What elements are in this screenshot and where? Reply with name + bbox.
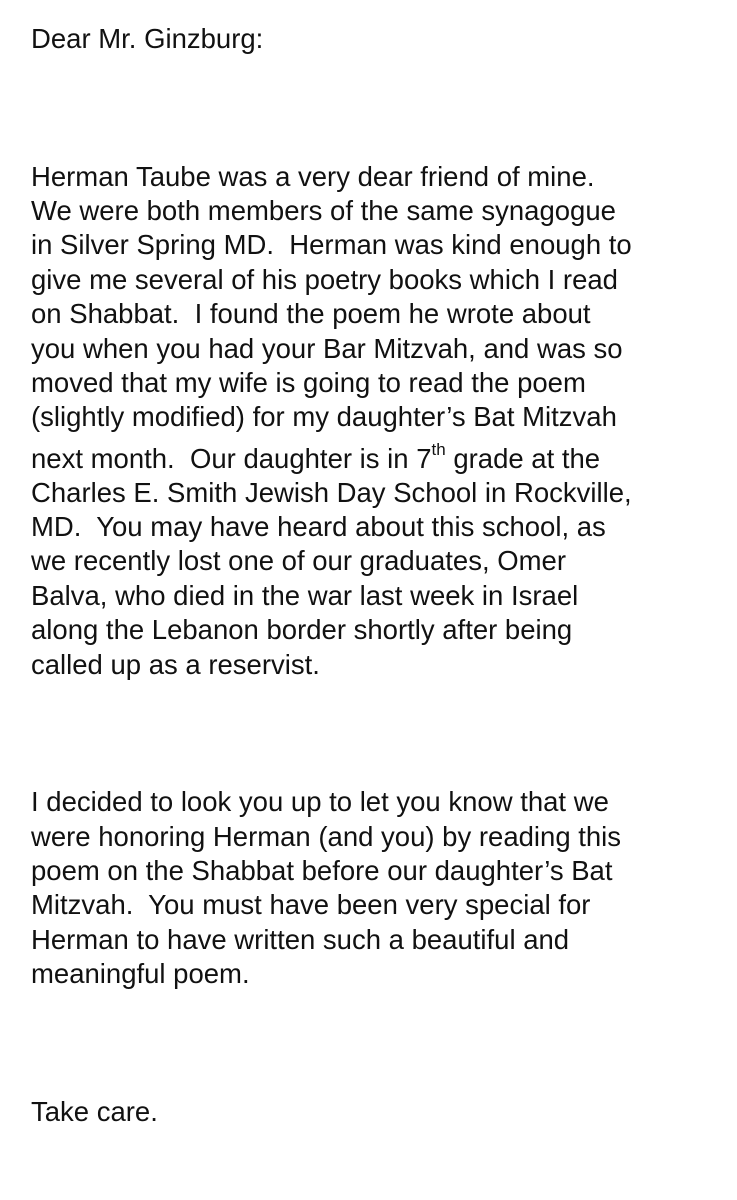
blank-line	[31, 682, 721, 716]
salutation: Dear Mr. Ginzburg:	[31, 23, 264, 54]
paragraph-1-line: Herman Taube was a very dear friend of mine.	[31, 160, 595, 192]
paragraph-2-line: poem on the Shabbat before our daughter’s Bat	[31, 854, 613, 886]
blank-line	[31, 716, 721, 750]
paragraph-1-line: you when you had your Bar Mitzvah, and was so	[31, 332, 623, 364]
grade-line	[31, 435, 721, 476]
blank-line	[31, 125, 721, 159]
paragraph-2-line: I decided to look you up to let you know that we	[31, 786, 609, 818]
paragraph-1-line: Balva, who died in the war last week in Israel	[31, 579, 579, 611]
paragraph-1-line: MD. You may have heard about this school, as	[31, 511, 606, 543]
paragraph-1-line: along the Lebanon border shortly after being	[31, 614, 573, 646]
paragraph-2-line: were honoring Herman (and you) by reading this	[31, 820, 622, 852]
blank-line	[31, 1026, 721, 1060]
blank-line	[31, 751, 721, 785]
paragraph-2-line: Mitzvah. You must have been very special for	[31, 889, 591, 921]
blank-line	[31, 91, 721, 125]
paragraph-1-line: (slightly modified) for my daughter’s Bat Mitzvah	[31, 401, 617, 433]
ordinal-superscript: th	[431, 439, 446, 459]
paragraph-1	[31, 160, 721, 682]
grade-line-after: grade at the	[445, 442, 601, 474]
paragraph-1-line: Charles E. Smith Jewish Day School in Rockville,	[31, 476, 632, 508]
blank-line	[31, 1060, 721, 1094]
blank-line	[31, 56, 721, 90]
grade-line-before: next month. Our daughter is in 7	[31, 442, 432, 474]
paragraph-1-line: We were both members of the same synagogue	[31, 194, 616, 226]
paragraph-1-line: on Shabbat. I found the poem he wrote about	[31, 298, 591, 330]
paragraph-1-line: in Silver Spring MD. Herman was kind enough to	[31, 229, 632, 261]
paragraph-2-line: meaningful poem.	[31, 958, 250, 990]
paragraph-2	[31, 785, 721, 991]
closing: Take care.	[31, 1095, 158, 1127]
blank-line	[31, 992, 721, 1026]
paragraph-1-line: called up as a reservist.	[31, 648, 320, 680]
paragraph-1-line: give me several of his poetry books which I read	[31, 263, 618, 295]
paragraph-1-line: moved that my wife is going to read the poem	[31, 366, 586, 398]
paragraph-2-line: Herman to have written such a beautiful and	[31, 923, 570, 955]
paragraph-1-line: we recently lost one of our graduates, Omer	[31, 545, 566, 577]
letter-body	[31, 22, 721, 1129]
